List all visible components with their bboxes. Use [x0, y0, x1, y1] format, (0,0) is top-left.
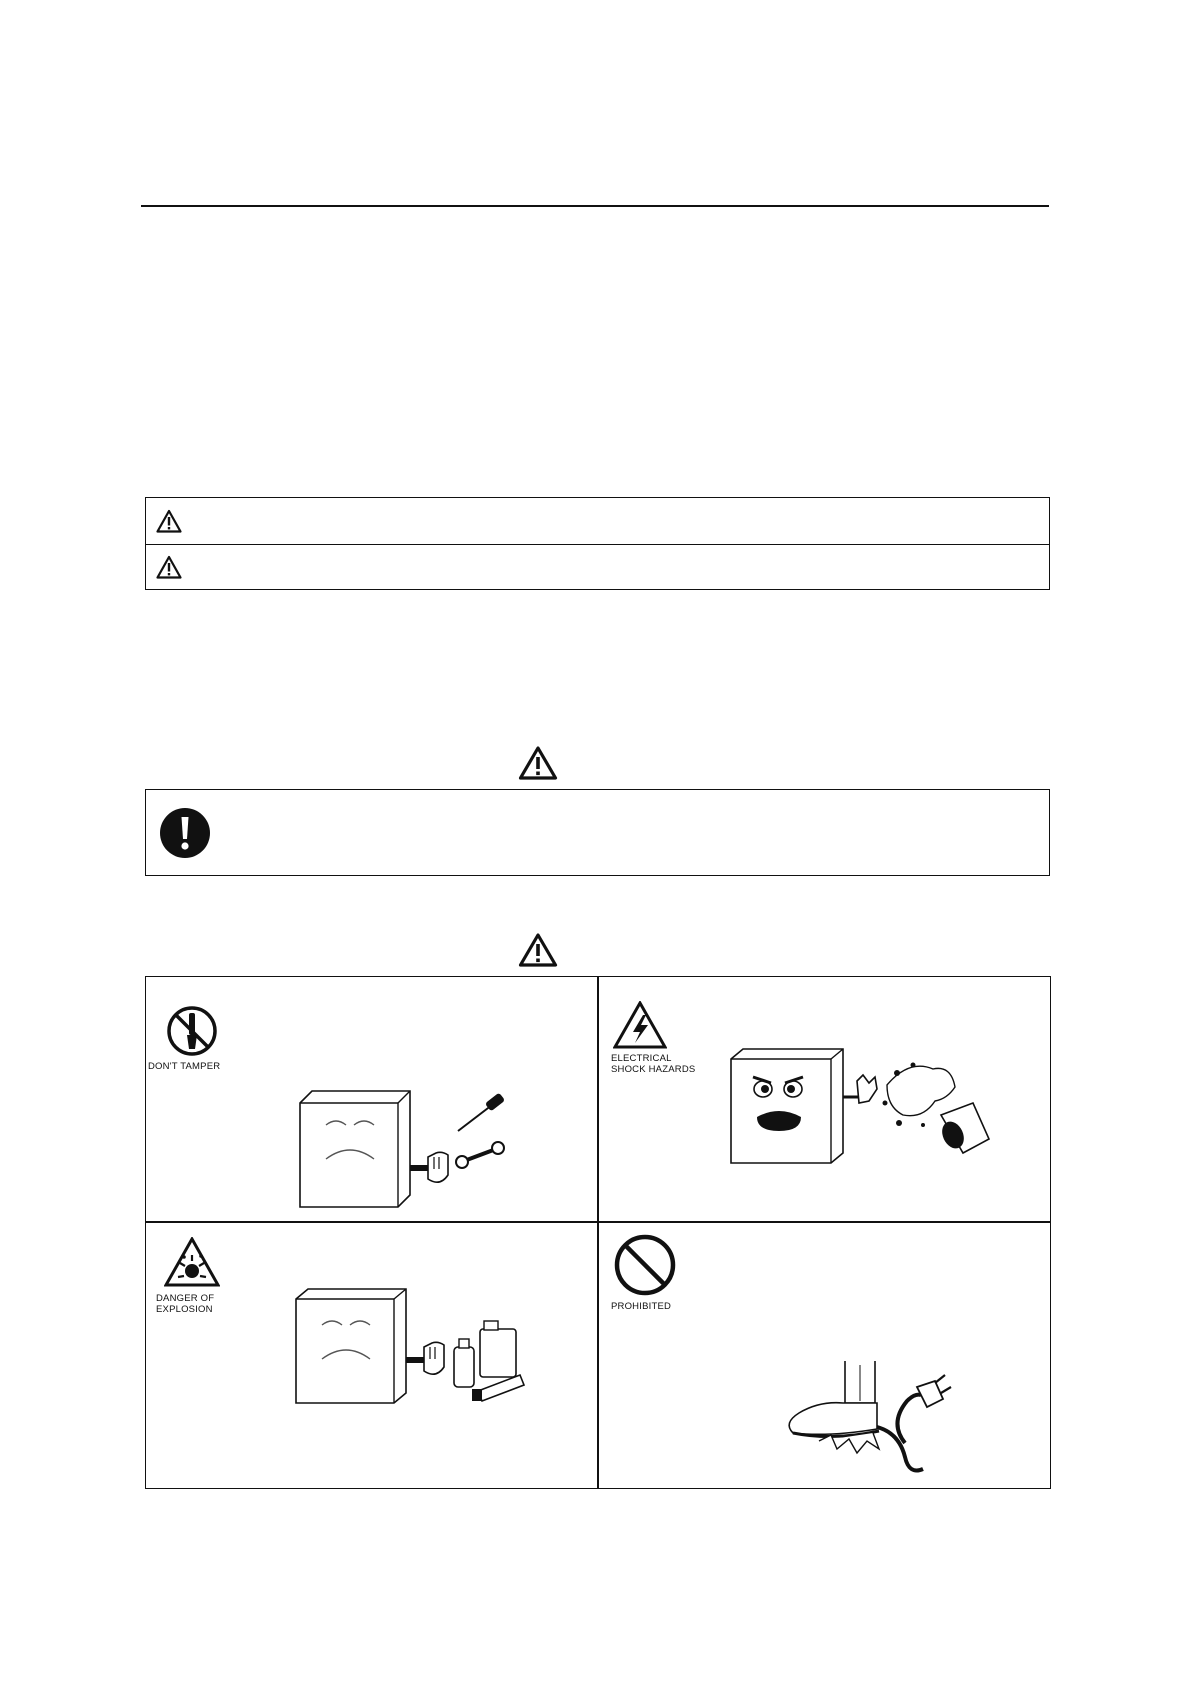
- symbol-caption: ELECTRICAL SHOCK HAZARDS: [611, 1053, 696, 1075]
- product-box-illustration: [296, 1087, 522, 1215]
- explosion-icon: [164, 1237, 220, 1287]
- prohibited-icon: [613, 1233, 677, 1297]
- warning-cell-danger-of-explosion: [146, 1223, 596, 1488]
- product-box-illustration: [727, 1045, 997, 1201]
- mandatory-notice-box: [145, 789, 1050, 876]
- symbol-caption: DON'T TAMPER: [148, 1061, 221, 1072]
- product-box-illustration: [292, 1285, 532, 1415]
- hazard-level-row: [146, 544, 1049, 590]
- warning-triangle-icon: [156, 509, 182, 533]
- foot-on-cord-illustration: [779, 1357, 959, 1483]
- warning-grid: [145, 976, 1051, 1489]
- no-disassembly-icon: [166, 1005, 218, 1057]
- warning-cell-prohibited: [599, 1223, 1049, 1488]
- symbol-caption: PROHIBITED: [611, 1301, 672, 1312]
- header-rule: [141, 205, 1049, 207]
- electrical-shock-icon: [613, 1001, 667, 1049]
- warning-cell-dont-tamper: [146, 977, 596, 1221]
- mandatory-exclamation-icon: [159, 807, 211, 859]
- hazard-level-row: [146, 498, 1049, 545]
- warning-cell-electrical-shock: [599, 977, 1049, 1221]
- symbol-caption: DANGER OF EXPLOSION: [156, 1293, 215, 1315]
- hazard-level-table: [145, 497, 1050, 590]
- warning-triangle-icon: [156, 555, 182, 579]
- warning-triangle-icon: [518, 745, 558, 781]
- warning-triangle-icon: [518, 932, 558, 968]
